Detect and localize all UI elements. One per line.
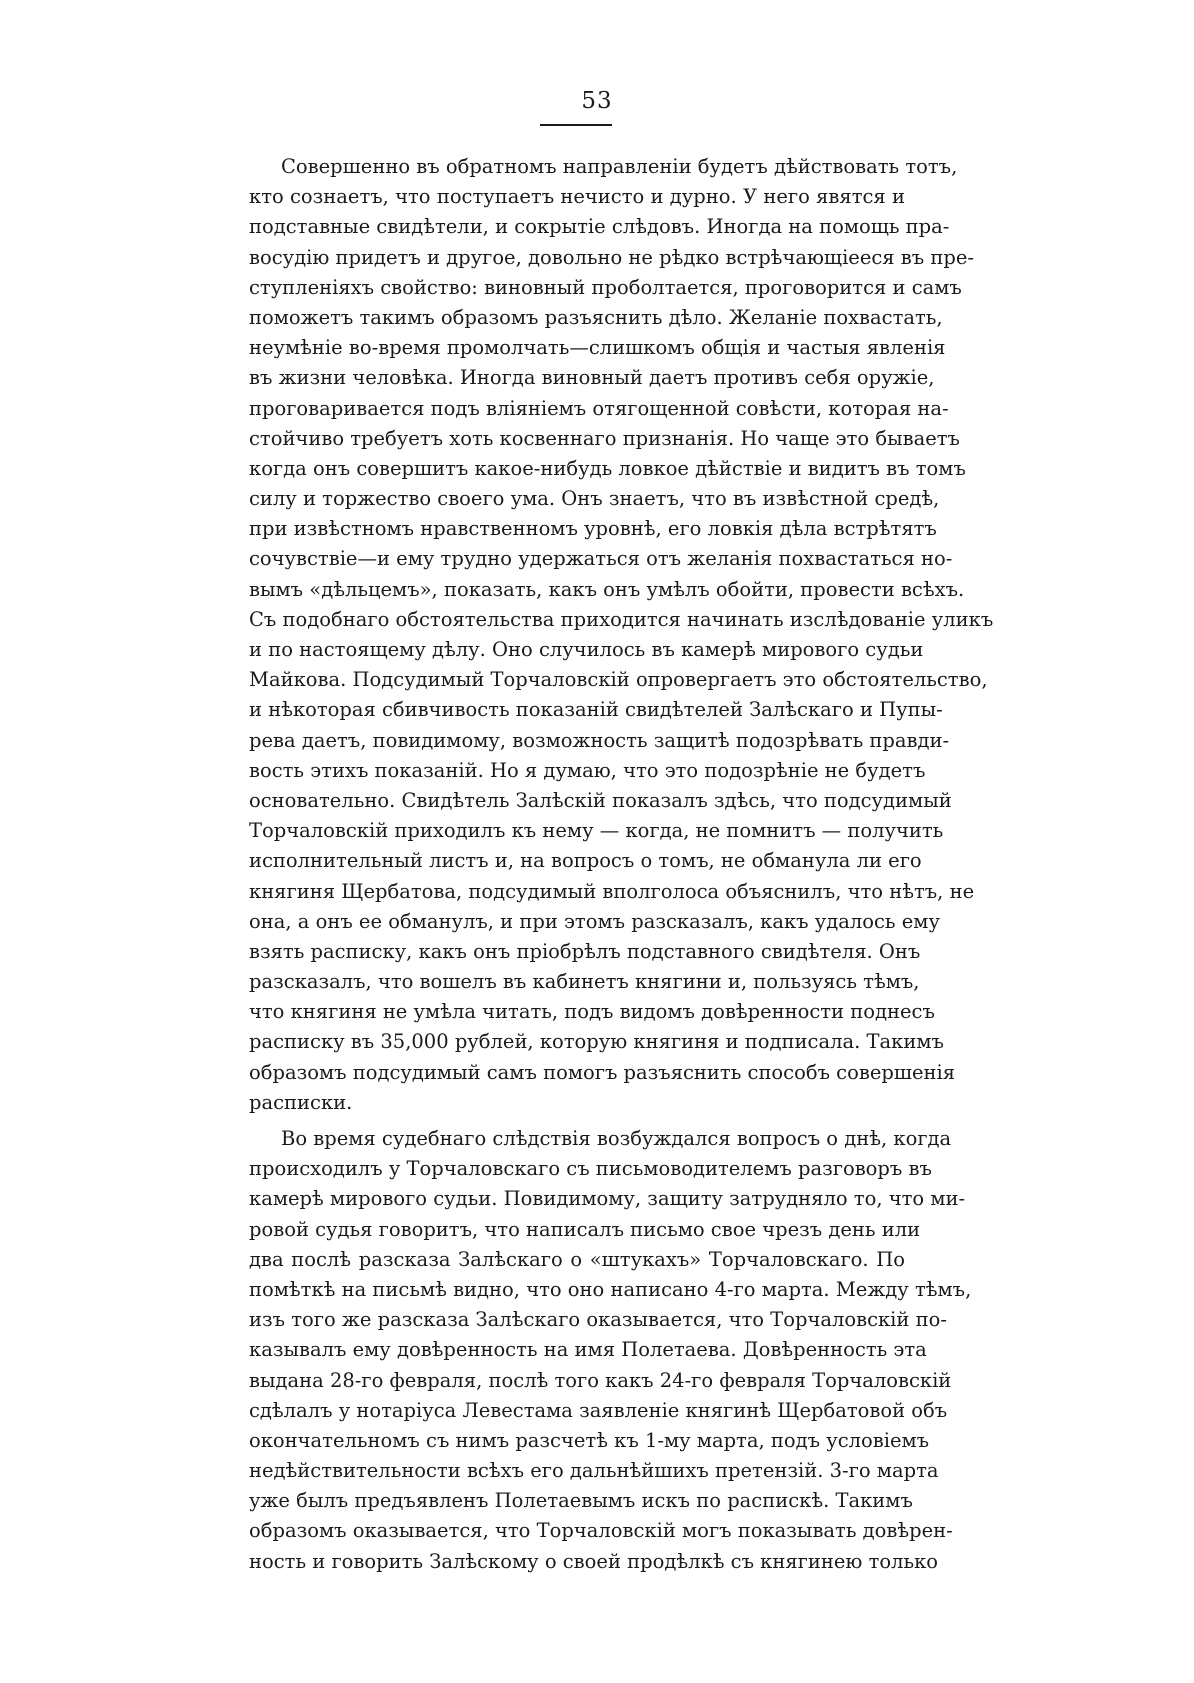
text-line: поможетъ такимъ образомъ разъяснить дѣло. Желаніе похвастать, bbox=[249, 305, 943, 329]
text-line: казывалъ ему довѣренность на имя Полетаева. Довѣренность эта bbox=[249, 1338, 927, 1362]
text-line: недѣйствительности всѣхъ его дальнѣйшихъ претензій. 3-го марта bbox=[249, 1459, 939, 1483]
text-line: подставные свидѣтели, и сокрытіе слѣдовъ. Иногда на помощь пра- bbox=[249, 215, 950, 239]
text-line: Совершенно въ обратномъ направленіи будетъ дѣйствовать тотъ, bbox=[281, 155, 958, 178]
text-line: два послѣ разсказа Залѣскаго о «штукахъ» Торчаловскаго. По bbox=[249, 1247, 905, 1271]
text-line: сочувствіе—и ему трудно удержаться отъ желанія похвастаться но- bbox=[249, 547, 953, 571]
text-line: окончательномъ съ нимъ разсчетѣ къ 1-му марта, подъ условіемъ bbox=[249, 1428, 930, 1452]
text-line: взять расписку, какъ онъ пріобрѣлъ подставного свидѣтеля. Онъ bbox=[249, 939, 921, 963]
text-line: кто сознаетъ, что поступаетъ нечисто и дурно. У него явятся и bbox=[249, 185, 905, 209]
paragraph-2 bbox=[249, 1124, 972, 1577]
text-line: Во время судебнаго слѣдствія возбуждался вопросъ о днѣ, когда bbox=[281, 1127, 952, 1150]
text-line: сдѣлалъ у нотаріуса Левестама заявленіе княгинѣ Щербатовой объ bbox=[249, 1398, 948, 1422]
text-line: ровой судья говоритъ, что написалъ письмо свое чрезъ день или bbox=[249, 1217, 921, 1241]
text-line: исполнительный листъ и, на вопросъ о томъ, не обманула ли его bbox=[249, 849, 922, 873]
page-number-rule bbox=[540, 124, 612, 126]
text-line: камерѣ мирового судьи. Повидимому, защиту затрудняло то, что ми- bbox=[249, 1187, 966, 1211]
text-line: вымъ «дѣльцемъ», показать, какъ онъ умѣлъ обойти, провести всѣхъ. bbox=[249, 577, 965, 601]
text-line: выдана 28-го февраля, послѣ того какъ 24-го февраля Торчаловскій bbox=[249, 1368, 952, 1392]
text-line: и по настоящему дѣлу. Оно случилось въ камерѣ мирового судьи bbox=[249, 638, 924, 661]
text-line: Съ подобнаго обстоятельства приходится начинать изслѣдованіе уликъ bbox=[249, 607, 994, 631]
text-line: въ жизни человѣка. Иногда виновный даетъ противъ себя оружіе, bbox=[249, 366, 935, 390]
text-body bbox=[249, 152, 994, 1577]
text-line: проговаривается подъ вліяніемъ отягощенной совѣсти, которая на- bbox=[249, 396, 949, 420]
text-line: помѣткѣ на письмѣ видно, что оно написано 4-го марта. Между тѣмъ, bbox=[249, 1277, 972, 1301]
text-line: изъ того же разсказа Залѣскаго оказывается, что Торчаловскій по- bbox=[249, 1308, 947, 1332]
text-line: происходилъ у Торчаловскаго съ письмоводителемъ разговоръ въ bbox=[249, 1157, 932, 1181]
text-line: стойчиво требуетъ хоть косвеннаго признанія. Но чаще это бываетъ bbox=[249, 426, 960, 450]
text-line: расписку въ 35,000 рублей, которую княгиня и подписала. Такимъ bbox=[249, 1030, 944, 1054]
paragraph-1 bbox=[249, 152, 994, 1118]
text-line: вость этихъ показаній. Но я думаю, что это подозрѣніе не будетъ bbox=[249, 758, 926, 782]
text-line: и нѣкоторая сбивчивость показаній свидѣтелей Залѣскаго и Пупы- bbox=[249, 698, 943, 722]
text-line: когда онъ совершитъ какое-нибудь ловкое дѣйствіе и видитъ въ томъ bbox=[249, 456, 966, 480]
text-line: княгиня Щербатова, подсудимый вполголоса объяснилъ, что нѣтъ, не bbox=[249, 879, 975, 903]
text-line: уже былъ предъявленъ Полетаевымъ искъ по распискѣ. Такимъ bbox=[249, 1489, 913, 1513]
text-line: Майкова. Подсудимый Торчаловскій опровергаетъ это обстоятельство, bbox=[249, 668, 988, 692]
text-line: Торчаловскій приходилъ къ нему — когда, не помнитъ — получить bbox=[249, 819, 944, 843]
text-line: расписки. bbox=[249, 1090, 353, 1114]
text-line: ность и говорить Залѣскому о своей продѣлкѣ съ княгинею только bbox=[249, 1549, 939, 1573]
text-line: основательно. Свидѣтель Залѣскій показалъ здѣсь, что подсудимый bbox=[249, 788, 952, 812]
text-line: образомъ подсудимый самъ помогъ разъяснить способъ совершенія bbox=[249, 1060, 956, 1084]
text-line: при извѣстномъ нравственномъ уровнѣ, его ловкія дѣла встрѣтятъ bbox=[249, 517, 937, 541]
text-line: образомъ оказывается, что Торчаловскій могъ показывать довѣрен- bbox=[249, 1519, 953, 1543]
text-line: разсказалъ, что вошелъ въ кабинетъ княгини и, пользуясь тѣмъ, bbox=[249, 970, 920, 994]
text-line: она, а онъ ее обманулъ, и при этомъ разсказалъ, какъ удалось ему bbox=[249, 909, 940, 933]
page-number: 53 bbox=[581, 88, 613, 114]
text-line: неумѣніе во-время промолчать—слишкомъ общія и частыя явленія bbox=[249, 336, 946, 360]
text-line: силу и торжество своего ума. Онъ знаетъ, что въ извѣстной средѣ, bbox=[249, 487, 940, 511]
text-line: ступленіяхъ свойство: виновный проболтается, проговорится и самъ bbox=[249, 275, 962, 299]
text-line: что княгиня не умѣла читать, подъ видомъ довѣренности поднесъ bbox=[249, 1000, 935, 1024]
text-line: восудію придетъ и другое, довольно не рѣдко встрѣчающіееся въ пре- bbox=[249, 245, 974, 269]
text-line: рева даетъ, повидимому, возможность защитѣ подозрѣвать правди- bbox=[249, 728, 950, 752]
